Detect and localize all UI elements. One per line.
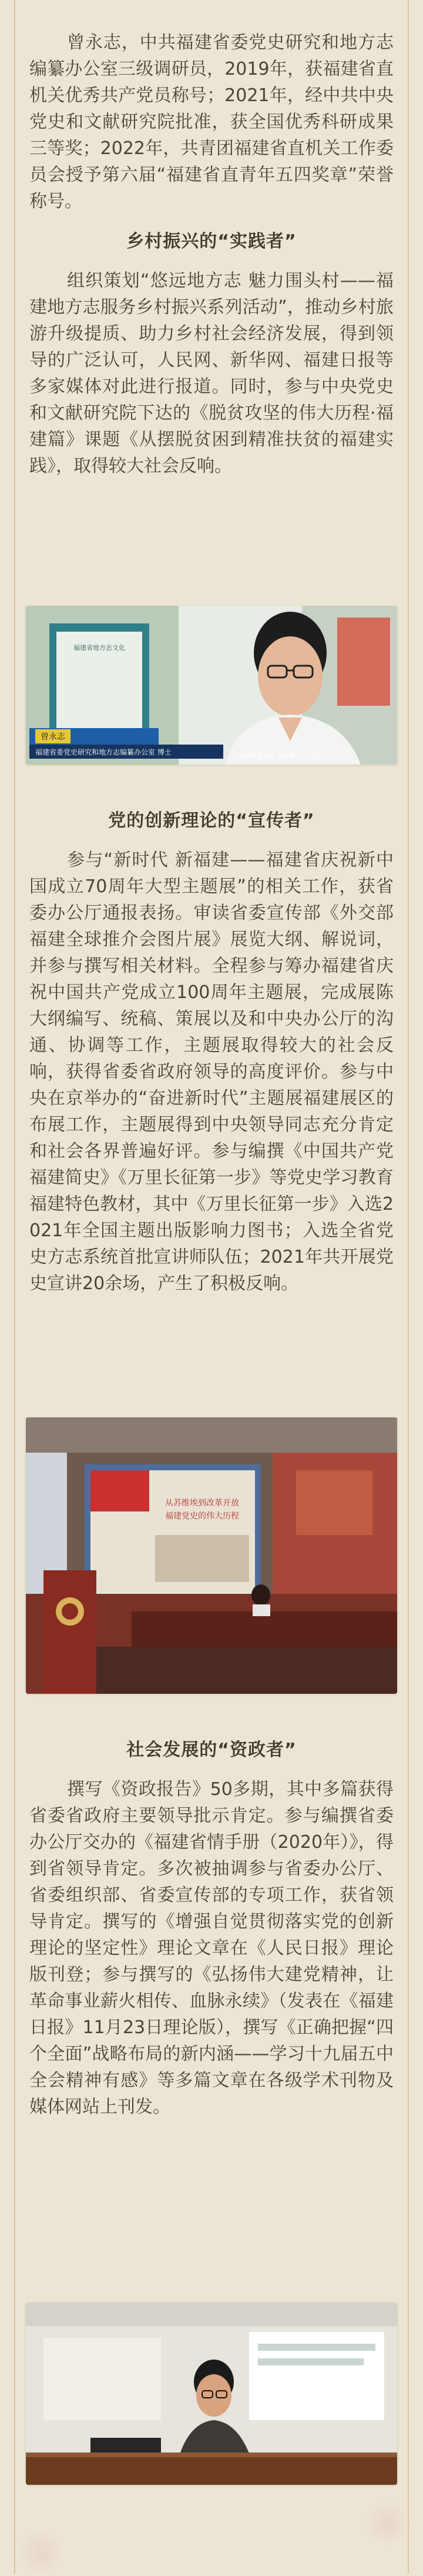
right-border-decoration [408,0,409,2574]
photo-interview [26,606,397,765]
screen-line1: 从苏维埃到改革开放 [165,1499,239,1508]
section-title-advisory: 社会发展的“资政者” [126,1740,297,1760]
left-border-decoration [14,0,15,2574]
photo-lecturer [26,2303,397,2485]
section-paragraph-propaganda: 参与“新时代 新福建——福建省庆祝新中国成立70周年大型主题展”的相关工作，获省委办公厅通报表扬。审读省委宣传部《外交部福建全球推介会图片展》展览大纲、解说词，并参与撰写相关材料。全程参与筹办福建省庆祝中国共产党成立100周年主题展，完成展陈大纲编写、统稿、策展以及和中央办公厅的沟通、协调等工作，主题展取得较大的社会反响，获得省委省政府领导的高度评价。参与中央在京举办的“奋进新时代”主题展福建展区的布展工作，主题展得到中央领导同志充分肯定和社会各界普遍好评。参与编撰《中国共产党福建简史》《万里长征第一步》等党史学习教育福建特色教材，其中《万里长征第一步》入选2021年全国主题出版影响力图书；入选全省党史方志系统首批宣讲师队伍；2021年共开展党史宣讲20余场，产生了积极反响。 [29,850,394,1294]
caption-name: 曾永志 [41,732,65,742]
section-title-rural: 乡村振兴的“实践者” [126,231,297,252]
caption-extra: 与福建省地方志编纂中心同志 [237,752,321,759]
flower-decoration [364,2500,411,2547]
intro-paragraph: 曾永志，中共福建省委党史研究和地方志编纂办公室三级调研员，2019年，获福建省直机关优秀共产党员称号；2021年，经中共中央党史和文献研究院批准，获全国优秀科研成果三等奖；2022年，共青团福建省直机关工作委员会授予第六届“福建省直青年五四奖章”荣誉称号。 [29,32,394,212]
section-title-propaganda: 党的创新理论的“宣传者” [108,810,315,831]
section-paragraph-rural: 组织策划“悠远地方志 魅力围头村——福建地方志服务乡村振兴系列活动”，推动乡村旅游升级提质、助力乡村社会经济发展，得到领导的广泛认可，人民网、新华网、福建日报等多家媒体对此进行报道。同时，参与中央党史和文献研究院下达的《脱贫攻坚的伟大历程·福建篇》课题《从摆脱贫困到精准扶贫的福建实践》，取得较大社会反响。 [29,271,394,476]
flower-decoration [18,2529,65,2576]
sign-text: 福建省地方志文化 [73,644,125,652]
section-paragraph-advisory: 撰写《资政报告》50多期，其中多篇获得省委省政府主要领导批示肯定。参与编撰省委办公厅交办的《福建省情手册（2020年）》，得到省领导肯定。多次被抽调参与省委办公厅、省委组织部、省委宣传部的专项工作，获省领导肯定。撰写的《增强自觉贯彻落实党的创新理论的坚定性》理论文章在《人民日报》理论版刊登；参与撰写的《弘扬伟大建党精神，让革命事业薪火相传、血脉永续》（发表在《福建日报》11月23日理论版），撰写《正确把握“四个全面”战略布局的新内涵——学习十九届五中全会精神有感》等多篇文章在各级学术刊物及媒体网站上刊发。 [29,1779,394,2117]
screen-line2: 福建党史的伟大历程 [165,1511,239,1521]
caption-subtitle: 福建省委党史研究和地方志编纂办公室 博士 [35,748,172,756]
photo-lecture [26,1417,397,1694]
